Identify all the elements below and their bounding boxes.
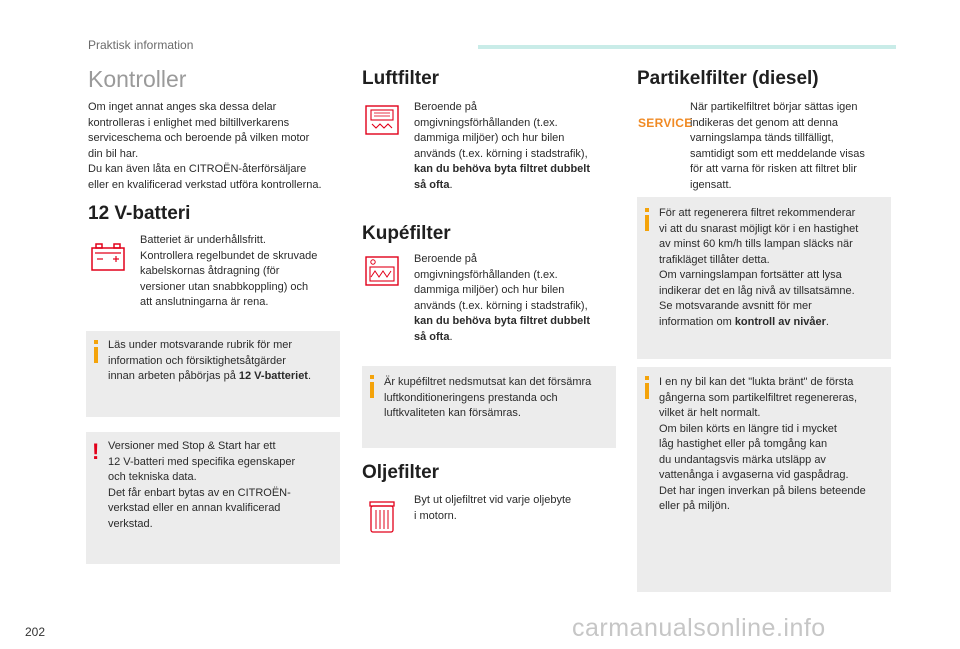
info-icon bbox=[370, 382, 374, 398]
oil-filter-icon bbox=[362, 498, 402, 538]
partikelfilter-info-box-2 bbox=[637, 367, 891, 592]
luftfilter-text: Beroende på omgivningsförhållanden (t.ex. dammiga miljöer) och hur bilen används (t.ex. körning i stadstrafik), kan du behöva byta filtret dubbelt så ofta. bbox=[414, 101, 591, 191]
kupefilter-heading: Kupéfilter bbox=[362, 223, 451, 244]
intro-text: Om inget annat anges ska dessa delar kontrolleras i enlighet med biltillverkarens serviceschema och beroende på vilken motor din bil har. Du kan även låta en CITROËN-återförsäljare eller en kvalificerad verkstad utföra kontrollerna. bbox=[88, 101, 322, 191]
section-header: Praktisk information bbox=[88, 38, 194, 52]
warning-icon: ! bbox=[92, 439, 100, 464]
partikelfilter-info-box-1 bbox=[637, 197, 891, 359]
air-filter-icon bbox=[362, 100, 402, 140]
header-accent-bar bbox=[478, 45, 896, 49]
page-title: Kontroller bbox=[88, 66, 187, 92]
kupefilter-info-text: Är kupéfiltret nedsmutsat kan det försämra luftkonditioneringens prestanda och luftkvaliteten kan försämras. bbox=[384, 376, 592, 419]
partikelfilter-info-text-2: I en ny bil kan det "lukta bränt" de första gångerna som partikelfiltret regenereras, vilket är helt normalt. Om bilen körts en längre tid i mycket låg hastighet eller på tomgång kan du undantagsvis märka utsläpp av vattenånga i avgaserna vid gaspådrag. Det har ingen inverkan på bilens beteende eller på miljön. bbox=[659, 376, 866, 512]
info-icon bbox=[94, 347, 98, 363]
partikelfilter-info-text-1: För att regenerera filtret rekommenderar vi att du snarast möjligt kör i en hastighet av minst 60 km/h tills lampan släcks när trafikläget tillåter detta. Om varningslampan fortsätter att lysa indikerar det en låg nivå av tillsatsämne. Se motsvarande avsnitt för mer information om kontroll av nivåer. bbox=[659, 207, 859, 328]
service-warning-icon: SERVICE bbox=[638, 116, 693, 130]
info-icon bbox=[645, 383, 649, 399]
oljefilter-text: Byt ut oljefiltret vid varje oljebyte i motorn. bbox=[414, 494, 572, 522]
battery-icon bbox=[88, 236, 128, 276]
page-number: 202 bbox=[25, 625, 46, 639]
oljefilter-heading: Oljefilter bbox=[362, 462, 440, 483]
partikelfilter-text: När partikelfiltret börjar sättas igen indikeras det genom att denna varningslampa tänds tillfälligt, samtidigt som ett meddelande visas för att varna för risken att filtret blir igensatt. bbox=[690, 101, 865, 191]
luftfilter-heading: Luftfilter bbox=[362, 68, 440, 89]
watermark: carmanualsonline.info bbox=[572, 614, 826, 642]
battery-text: Batteriet är underhållsfritt. Kontrollera regelbundet de skruvade kabelskornas åtdragning (för versioner utan snabbkoppling) och att anslutningarna är rena. bbox=[140, 234, 318, 308]
info-icon bbox=[645, 215, 649, 231]
battery-heading: 12 V-batteri bbox=[88, 203, 191, 224]
battery-warning-text: Versioner med Stop & Start har ett 12 V-batteri med specifika egenskaper och tekniska data. Det får enbart bytas av en CITROËN- verkstad eller en annan kvalificerad verkstad. bbox=[108, 440, 296, 530]
kupefilter-text: Beroende på omgivningsförhållanden (t.ex. dammiga miljöer) och hur bilen används (t.ex. körning i stadstrafik), kan du behöva byta filtret dubbelt så ofta. bbox=[414, 253, 591, 343]
battery-info-text: Läs under motsvarande rubrik för mer information och försiktighetsåtgärder innan arbeten påbörjas på 12 V-batteriet. bbox=[108, 339, 312, 382]
battery-warning-box bbox=[86, 432, 340, 564]
cabin-filter-icon bbox=[362, 251, 402, 291]
battery-info-box bbox=[86, 331, 340, 417]
partikelfilter-heading: Partikelfilter (diesel) bbox=[637, 68, 819, 89]
kupefilter-info-box bbox=[362, 366, 616, 448]
